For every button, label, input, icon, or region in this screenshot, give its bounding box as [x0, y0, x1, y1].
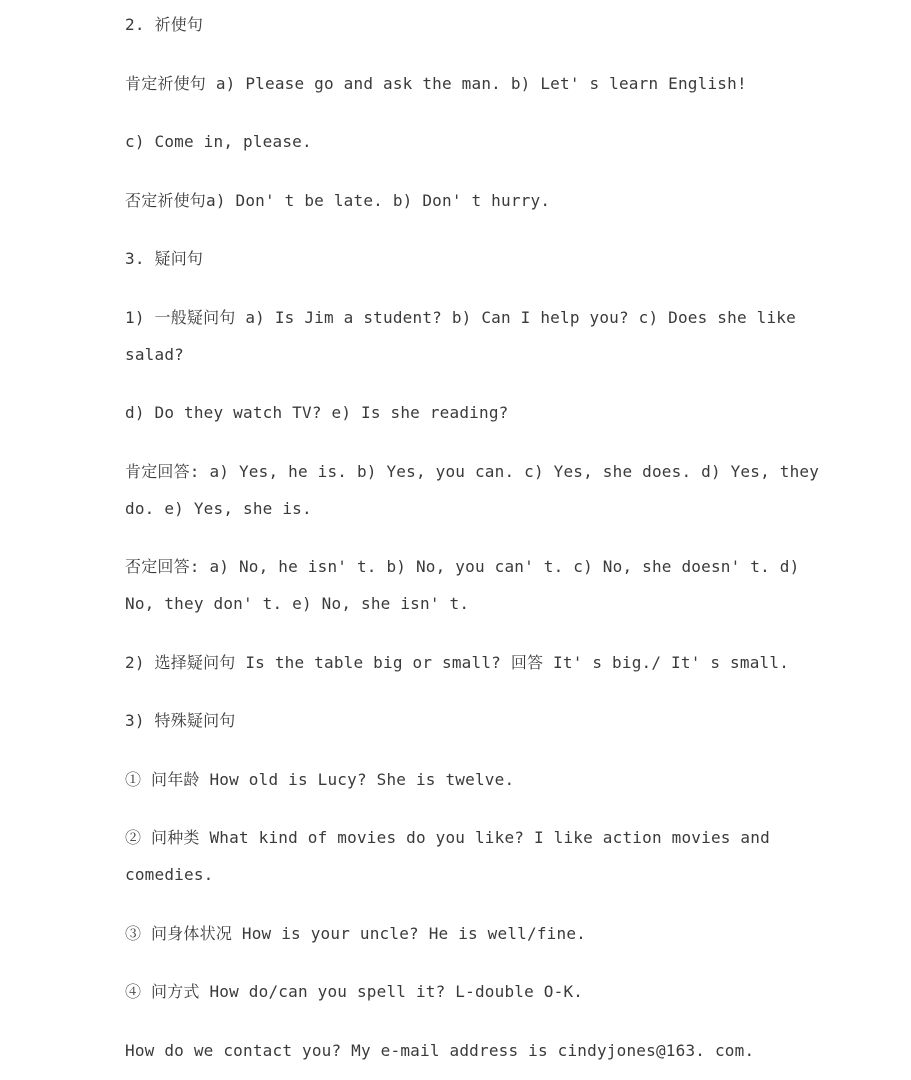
- text-line: ④ 问方式 How do/can you spell it? L-double O-K.: [125, 982, 584, 1001]
- paragraph: [125, 6, 801, 43]
- paragraph: [125, 973, 801, 1010]
- paragraph: [125, 1032, 801, 1069]
- paragraph: [125, 548, 801, 622]
- text-line: 1) 一般疑问句 a) Is Jim a student? b) Can I help you? c) Does she like: [125, 307, 796, 327]
- text-line: d) Do they watch TV? e) Is she reading?: [125, 403, 509, 422]
- paragraph: [125, 240, 801, 277]
- text-line: 肯定祈使句 a) Please go and ask the man. b) Let' s learn English!: [125, 73, 747, 93]
- paragraph: [125, 644, 801, 681]
- paragraph: [125, 394, 801, 431]
- text-line: ③ 问身体状况 How is your uncle? He is well/fine.: [125, 923, 587, 943]
- paragraph: [125, 123, 801, 160]
- text-line: No, they don' t. e) No, she isn' t.: [125, 594, 470, 613]
- text-line: 否定回答: a) No, he isn' t. b) No, you can' t. c) No, she doesn' t. d): [125, 557, 800, 576]
- text-line: How do we contact you? My e-mail address is cindyjones@163. com.: [125, 1040, 755, 1060]
- paragraph: [125, 702, 801, 739]
- text-line: ① 问年龄 How old is Lucy? She is twelve.: [125, 769, 515, 789]
- document-body: [125, 6, 820, 1069]
- text-line: salad?: [125, 344, 184, 364]
- paragraph: [125, 761, 801, 798]
- text-line: ② 问种类 What kind of movies do you like? I like action movies and: [125, 828, 770, 847]
- text-line: comedies.: [125, 865, 214, 884]
- paragraph: [125, 453, 820, 527]
- text-line: 3. 疑问句: [125, 249, 204, 268]
- paragraph: [125, 299, 801, 373]
- text-line: 3) 特殊疑问句: [125, 711, 236, 730]
- text-line: 否定祈使句a) Don' t be late. b) Don' t hurry.: [125, 190, 551, 210]
- paragraph: [125, 915, 801, 952]
- paragraph: [125, 65, 801, 102]
- paragraph: [125, 182, 801, 219]
- text-line: 2) 选择疑问句 Is the table big or small? 回答 It' s big./ It' s small.: [125, 652, 790, 672]
- text-line: 肯定回答: a) Yes, he is. b) Yes, you can. c) Yes, she does. d) Yes, they: [125, 461, 820, 481]
- text-line: 2. 祈使句: [125, 15, 204, 34]
- text-line: c) Come in, please.: [125, 132, 312, 151]
- text-line: do. e) Yes, she is.: [125, 498, 312, 518]
- paragraph: [125, 819, 801, 893]
